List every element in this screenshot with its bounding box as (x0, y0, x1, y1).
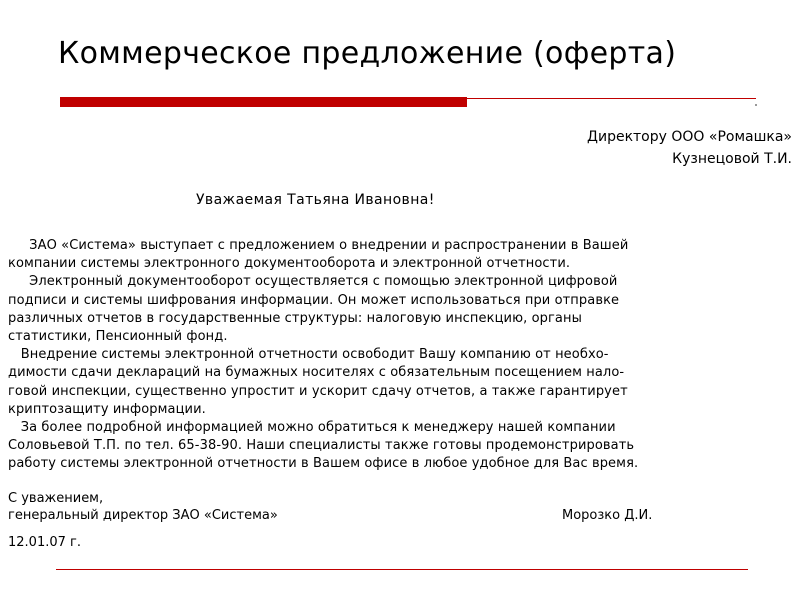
title-accent-bar (60, 97, 467, 107)
signoff-position: генеральный директор ЗАО «Система» (8, 508, 278, 523)
divider-end-mark (755, 104, 757, 106)
body-line: говой инспекции, существенно упростит и ускорит сдачу отчетов, а также гарантирует (8, 383, 628, 399)
body-line: димости сдачи деклараций на бумажных носителях с обязательным посещением нало- (8, 365, 625, 381)
body-line: Электронный документооборот осуществляется с помощью электронной цифровой (8, 274, 618, 290)
body-line: криптозащиту информации. (8, 401, 206, 417)
letter-date: 12.01.07 г. (8, 535, 81, 550)
signoff-block (8, 490, 278, 524)
body-line: статистики, Пенсионный фонд. (8, 329, 228, 345)
body-line: различных отчетов в государственные структуры: налоговую инспекцию, органы (8, 310, 582, 326)
body-line: работу системы электронной отчетности в Вашем офисе в любое удобное для Вас время. (8, 456, 639, 472)
slide-title: Коммерческое предложение (оферта) (58, 36, 677, 71)
addressee-block (587, 126, 792, 170)
body-line: подписи и системы шифрования информации. Он может использоваться при отправке (8, 292, 620, 308)
body-line: Внедрение системы электронной отчетности освободит Вашу компанию от необхо- (8, 347, 609, 363)
addressee-name: Кузнецовой Т.И. (672, 151, 792, 167)
body-line: ЗАО «Система» выступает с предложением о внедрении и распространении в Вашей (8, 238, 629, 253)
body-line: компании системы электронного документооборота и электронной отчетности. (8, 256, 571, 272)
addressee-position: Директору ООО «Ромашка» (587, 129, 792, 145)
salutation: Уважаемая Татьяна Ивановна! (196, 192, 435, 208)
signoff-closing: С уважением, (8, 491, 104, 506)
footer-divider-line (56, 569, 748, 570)
body-line: Соловьевой Т.П. по тел. 65-38-90. Наши специалисты также готовы продемонстрировать (8, 438, 635, 454)
signer-name: Морозко Д.И. (562, 508, 653, 523)
letter-body (8, 237, 760, 474)
body-line: За более подробной информацией можно обратиться к менеджеру нашей компании (8, 420, 616, 436)
